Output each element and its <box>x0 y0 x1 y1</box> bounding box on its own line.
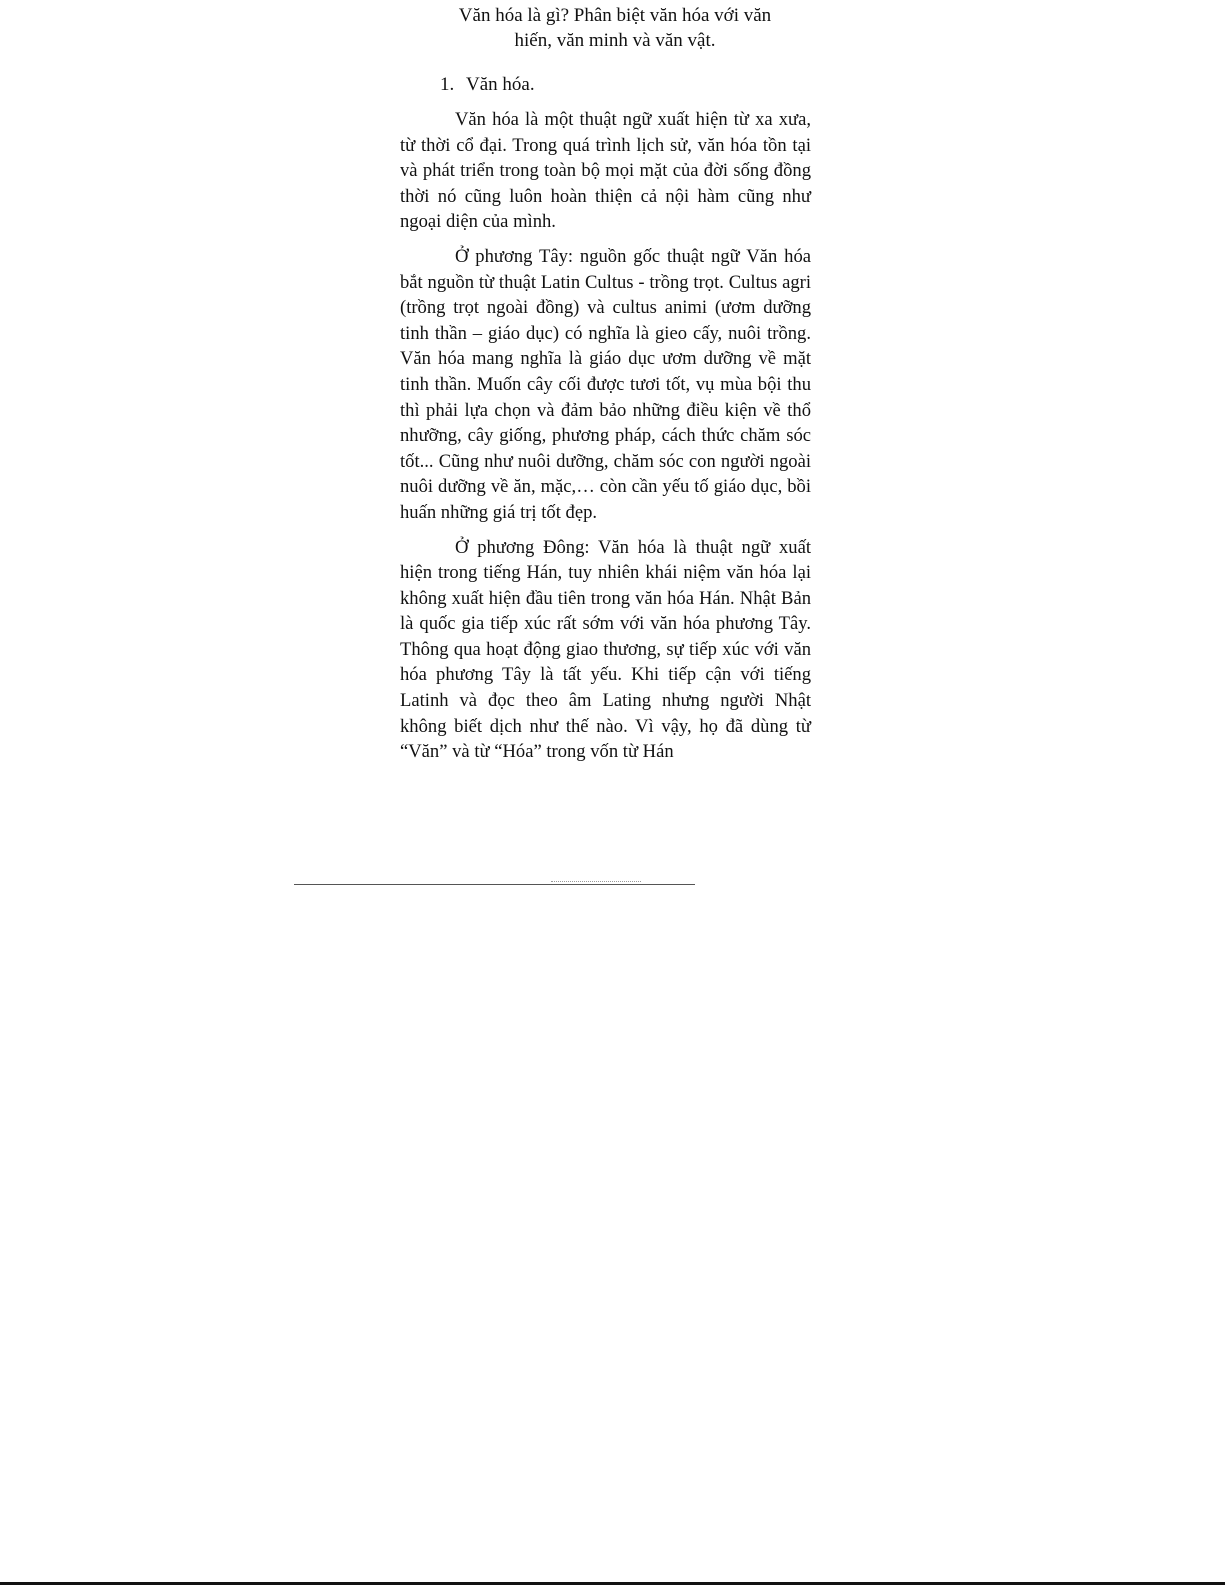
paragraph-western-origin: Ở phương Tây: nguồn gốc thuật ngữ Văn hóa bắt nguồn từ thuật Latin Cultus - trồng trọt. Cultus agri (trồng trọt ngoài đồng) và cultus animi (ươm dưỡng tinh thần – giáo dục) có nghĩa là gieo cấy, nuôi trồng. Văn hóa mang nghĩa là giáo dục ươm dưỡng về mặt tinh thần. Muốn cây cối được tươi tốt, vụ mùa bội thu thì phải lựa chọn và đảm bảo những điều kiện về thổ nhưỡng, cây giống, phương pháp, cách thức chăm sóc tốt... Cũng như nuôi dưỡng, chăm sóc con người ngoài nuôi dưỡng về ăn, mặc,… còn cần yếu tố giáo dục, bồi huấn những giá trị tốt đẹp. <box>400 245 811 523</box>
section-heading <box>440 72 535 97</box>
paragraph-eastern-origin: Ở phương Đông: Văn hóa là thuật ngữ xuất hiện trong tiếng Hán, tuy nhiên khái niệm văn hóa lại không xuất hiện đầu tiên trong văn hóa Hán. Nhật Bản là quốc gia tiếp xúc rất sớm với văn hóa phương Tây. Thông qua hoạt động giao thương, sự tiếp xúc với văn hóa phương Tây là tất yếu. Khi tiếp cận với tiếng Latinh và đọc theo âm Lating nhưng người Nhật không biết dịch như thế nào. Vì vậy, họ đã dùng từ “Văn” và từ “Hóa” trong vốn từ Hán <box>400 536 811 763</box>
title-line-1: Văn hóa là gì? Phân biệt văn hóa với văn <box>458 5 772 26</box>
section-heading-text: Văn hóa. <box>466 74 535 95</box>
footnote-separator-dots <box>551 881 641 882</box>
title-line-2: hiến, văn minh và văn vật. <box>514 30 716 51</box>
body-text <box>400 107 811 774</box>
document-title <box>455 3 775 53</box>
footnote-separator <box>294 884 695 885</box>
section-number: 1. <box>440 74 455 95</box>
paragraph-definition: Văn hóa là một thuật ngữ xuất hiện từ xa xưa, từ thời cổ đại. Trong quá trình lịch sử, văn hóa tồn tại và phát triển trong toàn bộ mọi mặt của đời sống đồng thời nó cũng luôn hoàn thiện cả nội hàm cũng như ngoại diện của mình. <box>400 109 811 233</box>
